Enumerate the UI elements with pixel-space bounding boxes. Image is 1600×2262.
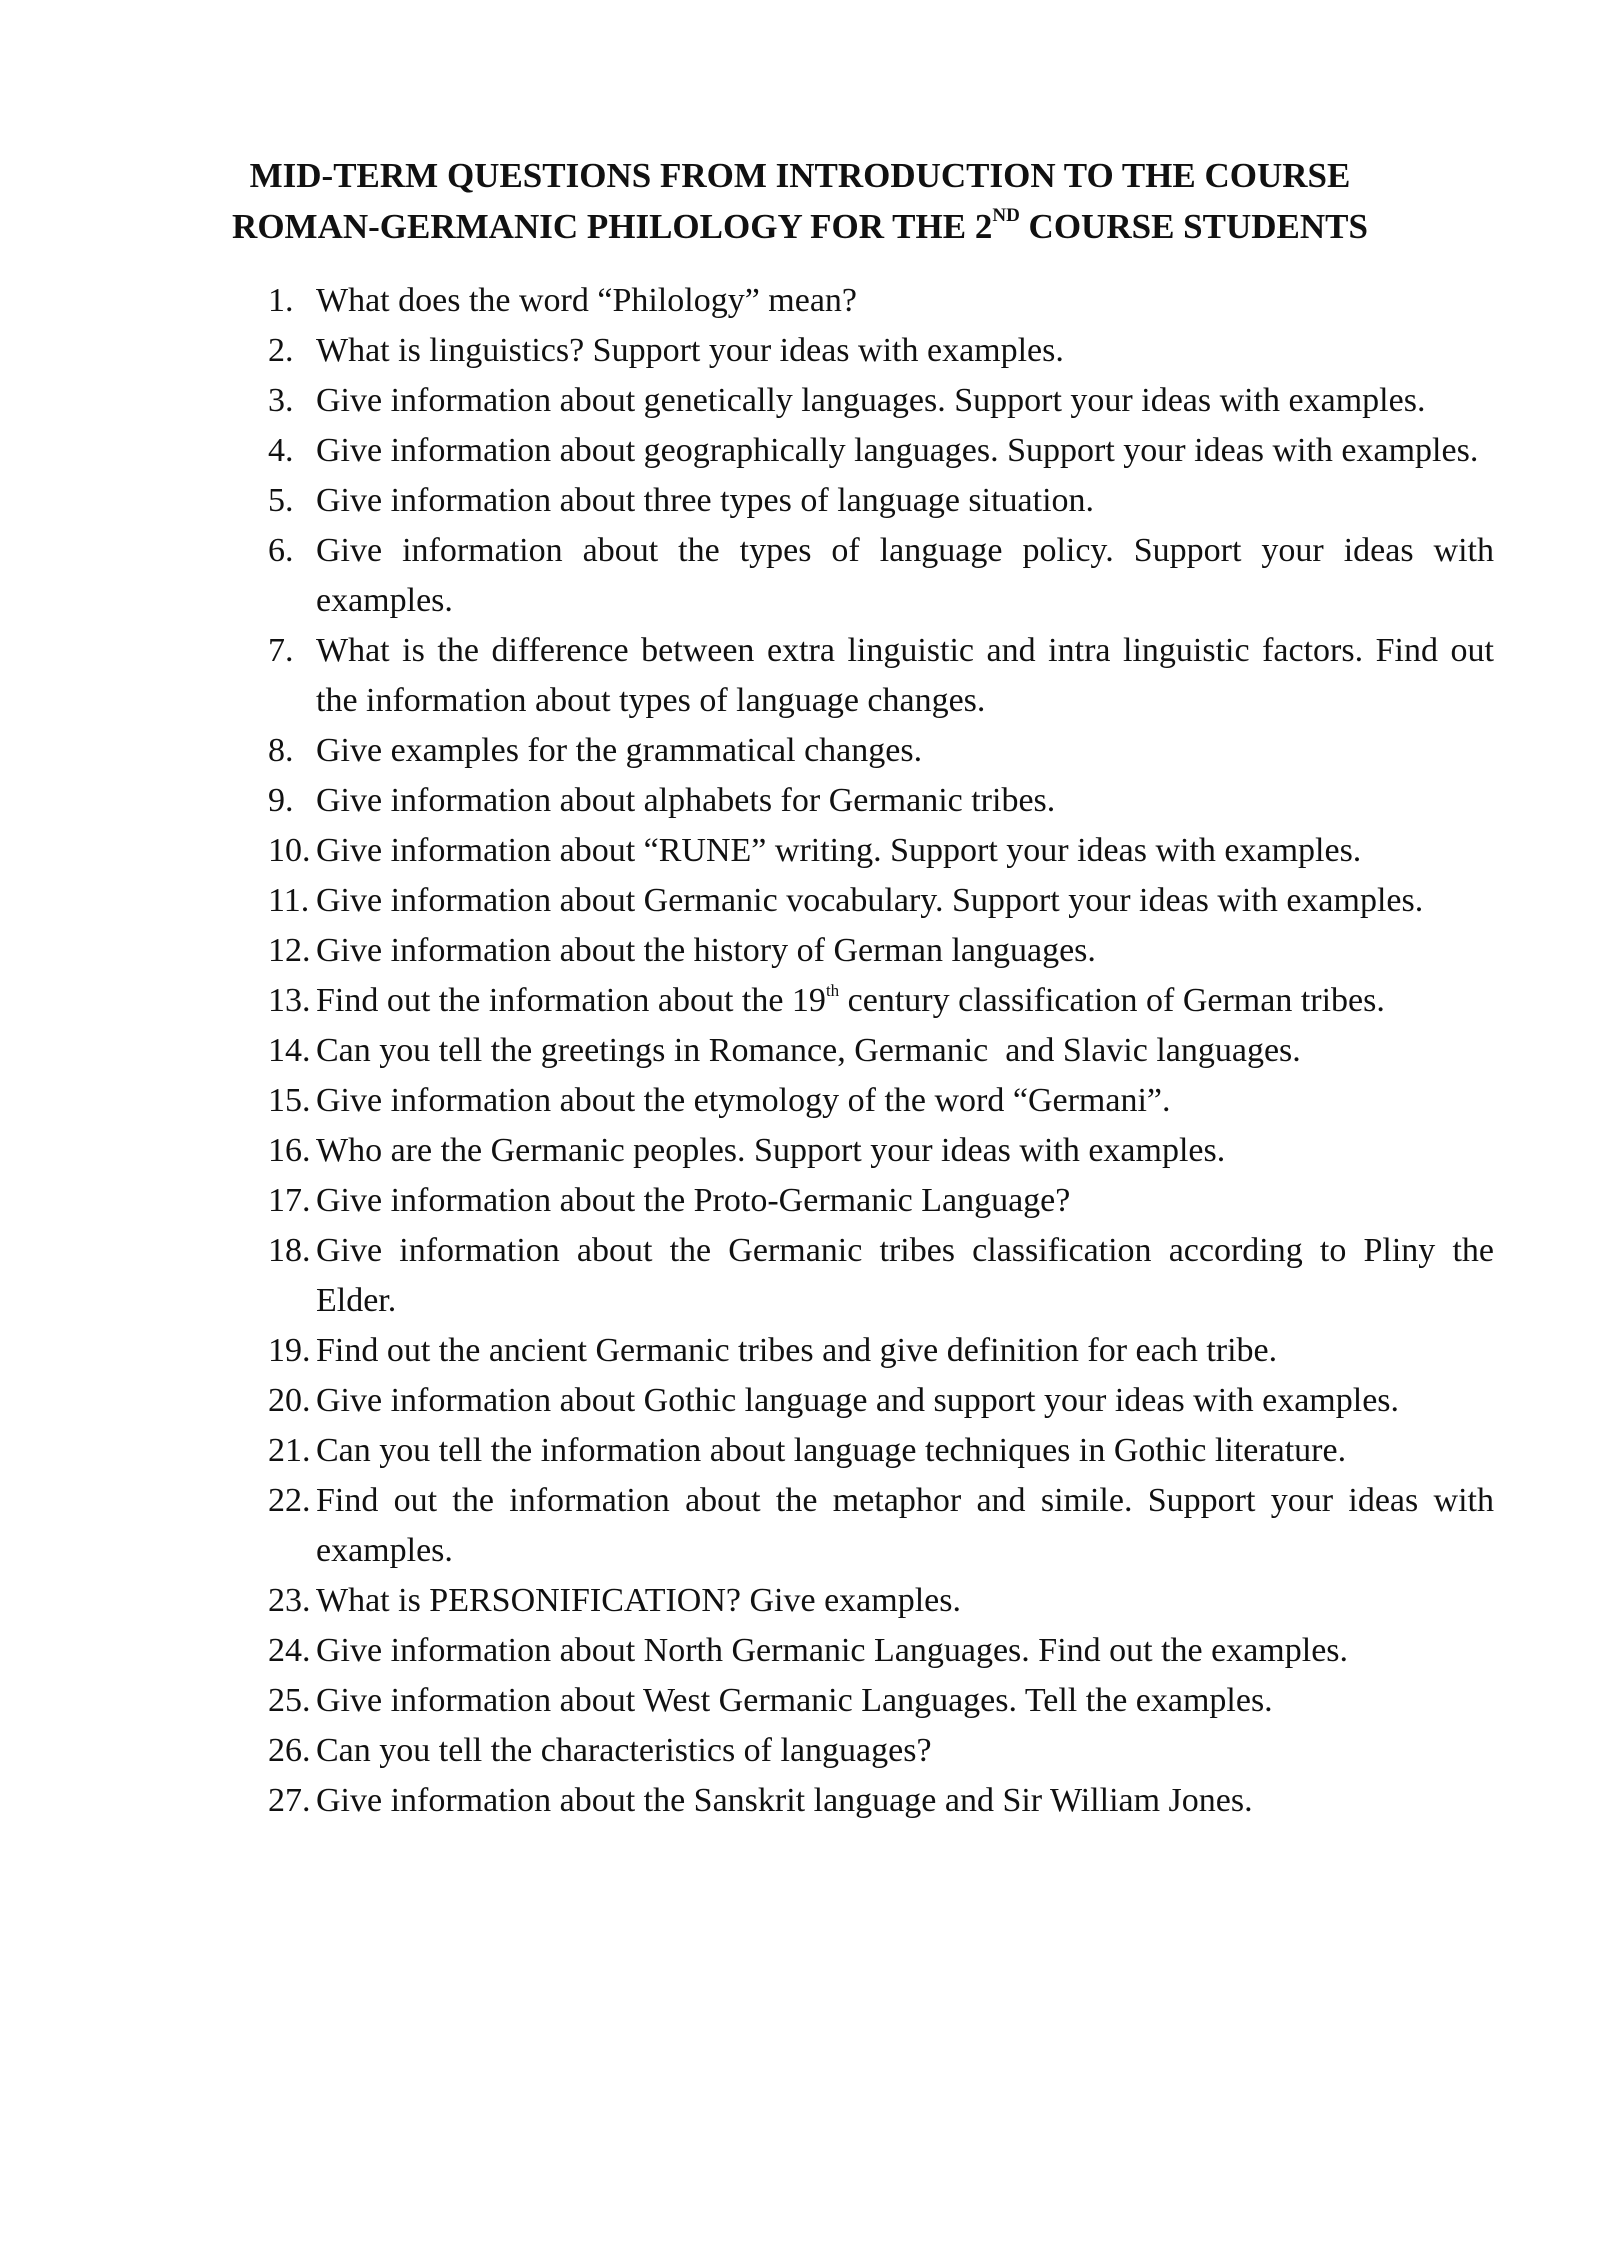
question-item: [268, 1776, 1494, 1826]
question-number: 1.: [268, 282, 294, 319]
question-text: What is the difference between extra linguistic and intra linguistic factors. Find out the information about types of language changes.: [316, 632, 1494, 719]
question-text: Find out the information about the metaphor and simile. Support your ideas with examples.: [316, 1482, 1494, 1569]
question-number: 10.: [268, 832, 311, 869]
question-item: [268, 526, 1494, 626]
question-item: [268, 1576, 1494, 1626]
question-item: [268, 1376, 1494, 1426]
question-item: [268, 776, 1494, 826]
question-number: 12.: [268, 932, 311, 969]
question-item: [268, 376, 1494, 426]
question-item: [268, 1476, 1494, 1576]
question-number: 16.: [268, 1132, 311, 1169]
question-item: [268, 1026, 1494, 1076]
question-text: Give information about the Proto-Germanic Language?: [316, 1182, 1071, 1219]
question-number: 6.: [268, 532, 294, 569]
question-item: [268, 1226, 1494, 1326]
question-number: 14.: [268, 1032, 311, 1069]
question-number: 9.: [268, 782, 294, 819]
question-text: Give information about North Germanic Languages. Find out the examples.: [316, 1632, 1349, 1669]
question-item: [268, 1676, 1494, 1726]
question-item: [268, 626, 1494, 726]
question-text: Give information about alphabets for Germanic tribes.: [316, 782, 1056, 819]
question-item: [268, 1626, 1494, 1676]
question-text: Give information about the Germanic tribes classification according to Pliny the Elder.: [316, 1232, 1494, 1319]
question-number: 11.: [268, 882, 310, 919]
question-text: Find out the ancient Germanic tribes and give definition for each tribe.: [316, 1332, 1278, 1369]
question-item: [268, 326, 1494, 376]
question-number: 4.: [268, 432, 294, 469]
question-number: 24.: [268, 1632, 311, 1669]
question-number: 21.: [268, 1432, 311, 1469]
question-text: Give information about three types of language situation.: [316, 482, 1095, 519]
question-text: Give examples for the grammatical changes.: [316, 732, 923, 769]
question-number: 15.: [268, 1082, 311, 1119]
question-text: Give information about Gothic language and support your ideas with examples.: [316, 1382, 1400, 1419]
title-line-2-tail: COURSE STUDENTS: [1019, 207, 1368, 246]
question-text: Give information about geographically languages. Support your ideas with examples.: [316, 432, 1479, 469]
question-item: [268, 876, 1494, 926]
question-text: Can you tell the greetings in Romance, Germanic and Slavic languages.: [316, 1032, 1301, 1069]
question-item: [268, 726, 1494, 776]
question-number: 23.: [268, 1582, 311, 1619]
question-text: What is PERSONIFICATION? Give examples.: [316, 1582, 961, 1619]
title-superscript: ND: [992, 205, 1020, 227]
question-item: [268, 826, 1494, 876]
question-text-part: century classification of German tribes.: [839, 982, 1385, 1019]
question-number: 13.: [268, 982, 311, 1019]
title-line-2: [200, 201, 1400, 252]
question-text: Give information about the history of German languages.: [316, 932, 1096, 969]
title-line-2-text: ROMAN-GERMANIC PHILOLOGY FOR THE 2: [232, 207, 993, 246]
question-item: [268, 976, 1494, 1026]
question-number: 25.: [268, 1682, 311, 1719]
question-item: [268, 926, 1494, 976]
question-text: Give information about the etymology of the word “Germani”.: [316, 1082, 1171, 1119]
question-number: 8.: [268, 732, 294, 769]
question-number: 3.: [268, 382, 294, 419]
question-item: [268, 426, 1494, 476]
question-item: [268, 276, 1494, 326]
question-text: Give information about the Sanskrit language and Sir William Jones.: [316, 1782, 1253, 1819]
question-number: 18.: [268, 1232, 311, 1269]
question-text: Give information about Germanic vocabulary. Support your ideas with examples.: [316, 882, 1424, 919]
question-number: 17.: [268, 1182, 311, 1219]
question-text: Can you tell the information about language techniques in Gothic literature.: [316, 1432, 1347, 1469]
question-number: 26.: [268, 1732, 311, 1769]
question-list: [268, 276, 1494, 1826]
question-text: Give information about the types of language policy. Support your ideas with examples.: [316, 532, 1494, 619]
question-text: Who are the Germanic peoples. Support your ideas with examples.: [316, 1132, 1226, 1169]
question-text: What is linguistics? Support your ideas with examples.: [316, 332, 1064, 369]
question-text: Can you tell the characteristics of languages?: [316, 1732, 932, 1769]
title-line-1: MID-TERM QUESTIONS FROM INTRODUCTION TO THE COURSE: [249, 156, 1351, 195]
question-text: Give information about West Germanic Languages. Tell the examples.: [316, 1682, 1273, 1719]
document-title: [200, 150, 1400, 252]
question-text: [316, 976, 1494, 1026]
question-number: 2.: [268, 332, 294, 369]
question-number: 22.: [268, 1482, 311, 1519]
question-number: 19.: [268, 1332, 311, 1369]
question-item: [268, 1326, 1494, 1376]
question-item: [268, 1726, 1494, 1776]
question-number: 20.: [268, 1382, 311, 1419]
question-text: Give information about genetically languages. Support your ideas with examples.: [316, 382, 1426, 419]
question-number: 5.: [268, 482, 294, 519]
question-text-part: Find out the information about the 19: [316, 982, 826, 1019]
question-item: [268, 1126, 1494, 1176]
question-item: [268, 1426, 1494, 1476]
question-number: 27.: [268, 1782, 311, 1819]
question-number: 7.: [268, 632, 294, 669]
question-item: [268, 476, 1494, 526]
question-item: [268, 1176, 1494, 1226]
question-text: Give information about “RUNE” writing. Support your ideas with examples.: [316, 832, 1362, 869]
question-item: [268, 1076, 1494, 1126]
question-text: What does the word “Philology” mean?: [316, 282, 858, 319]
ordinal-superscript: th: [825, 980, 840, 1000]
